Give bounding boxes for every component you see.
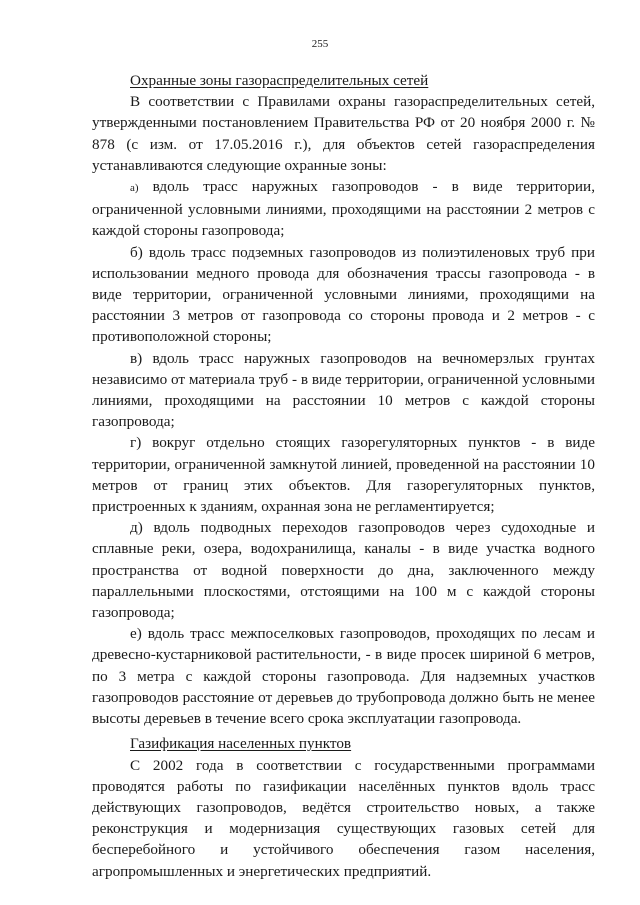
section-heading-text: Охранные зоны газораспределительных сетей — [130, 72, 429, 89]
list-item-a — [92, 176, 595, 242]
list-item-a-text: вдоль трасс наружных газопроводов - в виде территории, ограниченной условными линиями, проходящими на расстоянии 2 метров с каждой стороны газопровода; — [92, 178, 595, 240]
page-number: 255 — [311, 38, 329, 50]
section-heading-text: Газификация населенных пунктов — [130, 735, 352, 753]
list-item-g: г) вокруг отдельно стоящих газорегуляторных пунктов - в виде территории, ограниченной замкнутой линией, проведенной на расстоянии 10 метров от границ этих объектов. Для газорегуляторных пунктов, пристроенных к зданиям, охранная зона не регламентируется; — [92, 434, 595, 516]
intro-paragraph: В соответствии с Правилами охраны газораспределительных сетей, утвержденными постановлением Правительства РФ от 20 ноября 2000 г. № 878 (с изм. от 17.05.2016 г.), для объектов сетей газораспределения устанавливаются следующие охранные зоны: — [92, 93, 595, 174]
page-content — [92, 70, 595, 882]
list-item-e: е) вдоль трасс межпоселковых газопроводов, проходящих по лесам и древесно-кустарниковой растительности, - в виде просек шириной 6 метров, по 3 метра с каждой стороны газопровода. Для надземных участков газопроводов расстояние от деревьев до трубопровода должно быть не менее высоты деревьев в течение всего срока эксплуатации газопровода. — [92, 625, 595, 728]
section-heading-gasification — [92, 733, 595, 754]
list-item-b: б) вдоль трасс подземных газопроводов из полиэтиленовых труб при использовании медного провода для обозначения трассы газопровода - в виде территории, ограниченной условными линиями, проходящими на расстоянии 3 метров от газопровода со стороны провода и 2 метров - с противоположной стороны; — [92, 243, 595, 346]
gasification-paragraph: С 2002 года в соответствии с государственными программами проводятся работы по газификации населённых пунктов вдоль трасс действующих газопроводов, ведётся строительство новых, а также реконструкция и модернизация существующих газовых сетей для бесперебойного и устойчивого обеспечения газом населения, агропромышленных и энергетических предприятий. — [92, 756, 595, 880]
list-marker-a: а) — [130, 182, 139, 195]
section-heading-protection-zones — [92, 70, 595, 91]
list-item-v: в) вдоль трасс наружных газопроводов на вечномерзлых грунтах независимо от материала труб - в виде территории, ограниченной условными линиями, проходящими на расстоянии 10 метров с каждой стороны газопровода; — [92, 349, 595, 431]
list-item-d: д) вдоль подводных переходов газопроводов через судоходные и сплавные реки, озера, водохранилища, каналы - в виде участка водного пространства от водной поверхности до дна, заключенного между параллельными плоскостями, отстоящими на 100 м с каждой стороны газопровода; — [92, 519, 595, 622]
